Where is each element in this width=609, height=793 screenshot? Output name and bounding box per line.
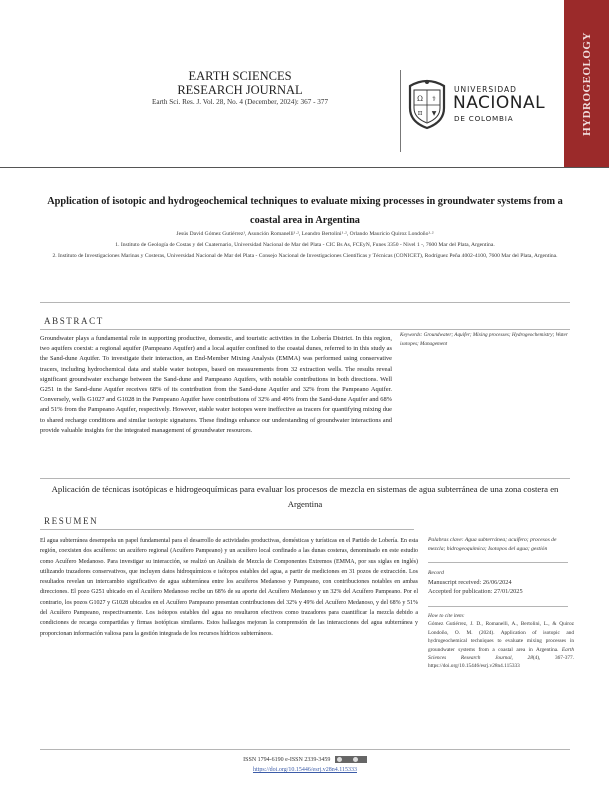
resumen-text: El agua subterránea desempeña un papel fundamental para el desarrollo de actividades productivas, domésticas y turísticas en el Partido de Lobería. En esta región, coexisten dos acuíferos: un acuífero regional (Acuífero Pampeano) y un acuífero local confinado a las dunas costeras, denominado en este estudio como Acuífero Medanoso. Para investigar su interacción, se realizó un Análisis de Mezcla de Componentes Extremos (EMMA, por sus siglas en inglés) utilizando trazadores conservativos, que incluyen datos hidroquímicos e isótopos estables del agua, a partir de mediciones en 31 pozos de extracción. Los resultados revelan un intercambio significativo de agua subterránea entre los acuíferos Medanoso y Pampeano, con contribuciones notables en ambas direcciones. El pozo G251 ubicado en el Acuífero Medanoso recibe un 68% de su aporte del Acuífero Medanoso y un 32% del Acuífero Pampeano. Por el contrario, los pozos G1027 y G1028 ubicados en el Acuífero Pampeano presentan contribuciones del 32% y 49% del Acuífero Medanoso, y del 68% y 51% del Acuífero Pampeano, respectivamente. Los isótopos estables del agua no resultaron efectivos como trazadores para cuantificar la mezcla debido a condiciones de recarga compartidas y firmas isotópicas similares. Estos hallazgos mejoran la comprensión de las interacciones del agua subterránea y proporcionan información valiosa para la gestión integrada de los recursos hídricos subterráneos. — [40, 538, 418, 637]
footer — [180, 755, 430, 775]
accepted-date: Accepted for publication: 27/01/2025 — [428, 588, 523, 595]
cite-text: Gómez Gutiérrez, J. D., Romanelli, A., Bertolini, L., & Quiroz Londoño, O. M. (2024). Application of isotopic and hydrogeochemical techniques to evaluate mixing processes in groundwater systems from a coastal area in Argentina. — [428, 621, 574, 653]
header-rule — [0, 167, 609, 168]
header-divider — [400, 70, 401, 152]
issn-text: ISSN 1794-6190 e-ISSN 2339-3459 — [243, 757, 331, 763]
affiliation-2: 2. Instituto de Investigaciones Marinas y Costeras, Universidad Nacional de Mar del Plata - Consejo Nacional de Investigaciones Científicas y Técnicas (CONICET), Rodríguez Peña 4002-4100, 7600 Mar del Plata, Argentina. — [52, 253, 558, 259]
svg-text:Ω: Ω — [417, 95, 423, 103]
cite-journal: Earth Sciences Research Journal, 28 — [428, 646, 574, 662]
svg-text:π: π — [417, 109, 423, 117]
section-tab — [564, 0, 609, 167]
received-date: Manuscript received: 26/06/2024 — [428, 579, 512, 586]
resumen-keywords: Palabras clave: Agua subterránea; acuífero; procesos de mezcla; hidrogeoquímica; Isotopos del agua; gestión — [428, 537, 557, 552]
svg-text:▼: ▼ — [431, 110, 437, 117]
abstract-keywords: Keywords: Groundwater; Aquifer; Mixing processes; Hydrogeochemistry; Water isotopes; Management — [400, 332, 568, 347]
divider — [40, 478, 570, 479]
divider — [40, 529, 414, 530]
doi-link[interactable]: https://doi.org/10.15446/esrj.v28n4.115333 — [252, 767, 357, 773]
affiliation-1: 1. Instituto de Geología de Costas y del Cuaternario, Universidad Nacional de Mar del Plata - CIC Bs As, FCEyN, Funes 3350 - Nivel 1 -, 7600 Mar del Plata, Argentina. — [115, 242, 495, 248]
section-tab-label: HYDROGEOLOGY — [580, 32, 593, 136]
record-label: Record — [428, 570, 444, 576]
spanish-title: Aplicación de técnicas isotópicas e hidrogeoquímicas para evaluar los procesos de mezcla en sistemas de agua subterránea de una zona costera en Argentina — [51, 484, 559, 509]
cite-block — [428, 612, 574, 671]
footer-divider — [40, 749, 570, 750]
cite-tail: (4), 367-377. https://doi.org/10.15446/esrj.v28n4.115333 — [428, 655, 574, 670]
author-list: Jesús David Gómez Gutiérrez¹, Asunción Romanelli¹·², Leandro Bertolini¹·², Orlando Mauricio Quiroz Londoño¹·² — [176, 231, 434, 237]
cc-by-icon[interactable] — [335, 756, 367, 763]
university-name-line1: UNIVERSIDAD — [454, 85, 517, 94]
abstract-text: Groundwater plays a fundamental role in supporting productive, domestic, and touristic activities in the Lobería District. In this region, two aquifers coexist: a regional aquifer (Pampeano Aquifer) and a local aquifer confined to the coastal dunes, referred to in this study as the Sand-dune Aquifer. To investigate their interaction, an End-Member Mixing Analysis (EMMA) was performed using conservative tracers, including hydrochemical data and stable water isotopes, based on measurements from 32 extraction wells. The results reveal significant groundwater exchange between the Sand-dune and Pampeano Aquifers, with notable contributions in both directions. Well G251 in the Sand-dune Aquifer receives 68% of its contribution from the Sand-dune Aquifer and 32% from the Pampeano Aquifer. Conversely, wells G1027 and G1028 in the Pampeano Aquifer have contributions of 32% and 49% from the Sand-dune Aquifer and 68% and 51% from the Pampeano Aquifer, respectively. However, stable water isotopes were ineffective as tracers for quantifying mixing due to shared recharge conditions and similar isotopic signatures. These findings enhance our understanding of groundwater interactions and provide valuable insights for the integrated management of groundwater resources. — [40, 335, 392, 434]
journal-name-line2: RESEARCH JOURNAL — [177, 83, 303, 97]
divider — [40, 329, 570, 330]
resumen-heading: RESUMEN — [44, 516, 99, 526]
university-seal-icon — [406, 78, 448, 130]
journal-citation: Earth Sci. Res. J. Vol. 28, No. 4 (December, 2024): 367 - 377 — [151, 98, 329, 106]
divider — [428, 606, 568, 607]
record-block — [428, 569, 574, 596]
author-block — [40, 229, 570, 262]
divider — [40, 302, 570, 303]
divider — [428, 562, 568, 563]
journal-name-line1: EARTH SCIENCES — [188, 69, 292, 83]
university-name-line2: NACIONAL — [453, 93, 546, 113]
journal-name — [150, 69, 330, 97]
abstract-heading: ABSTRACT — [44, 316, 104, 326]
article-title: Application of isotopic and hydrogeochemical techniques to evaluate mixing processes in groundwater systems from a coastal area in Argentina — [47, 196, 563, 226]
university-name-line3: DE COLOMBIA — [454, 114, 514, 123]
svg-text:⚕: ⚕ — [432, 95, 436, 103]
cite-label: How to cite item: — [428, 613, 465, 619]
